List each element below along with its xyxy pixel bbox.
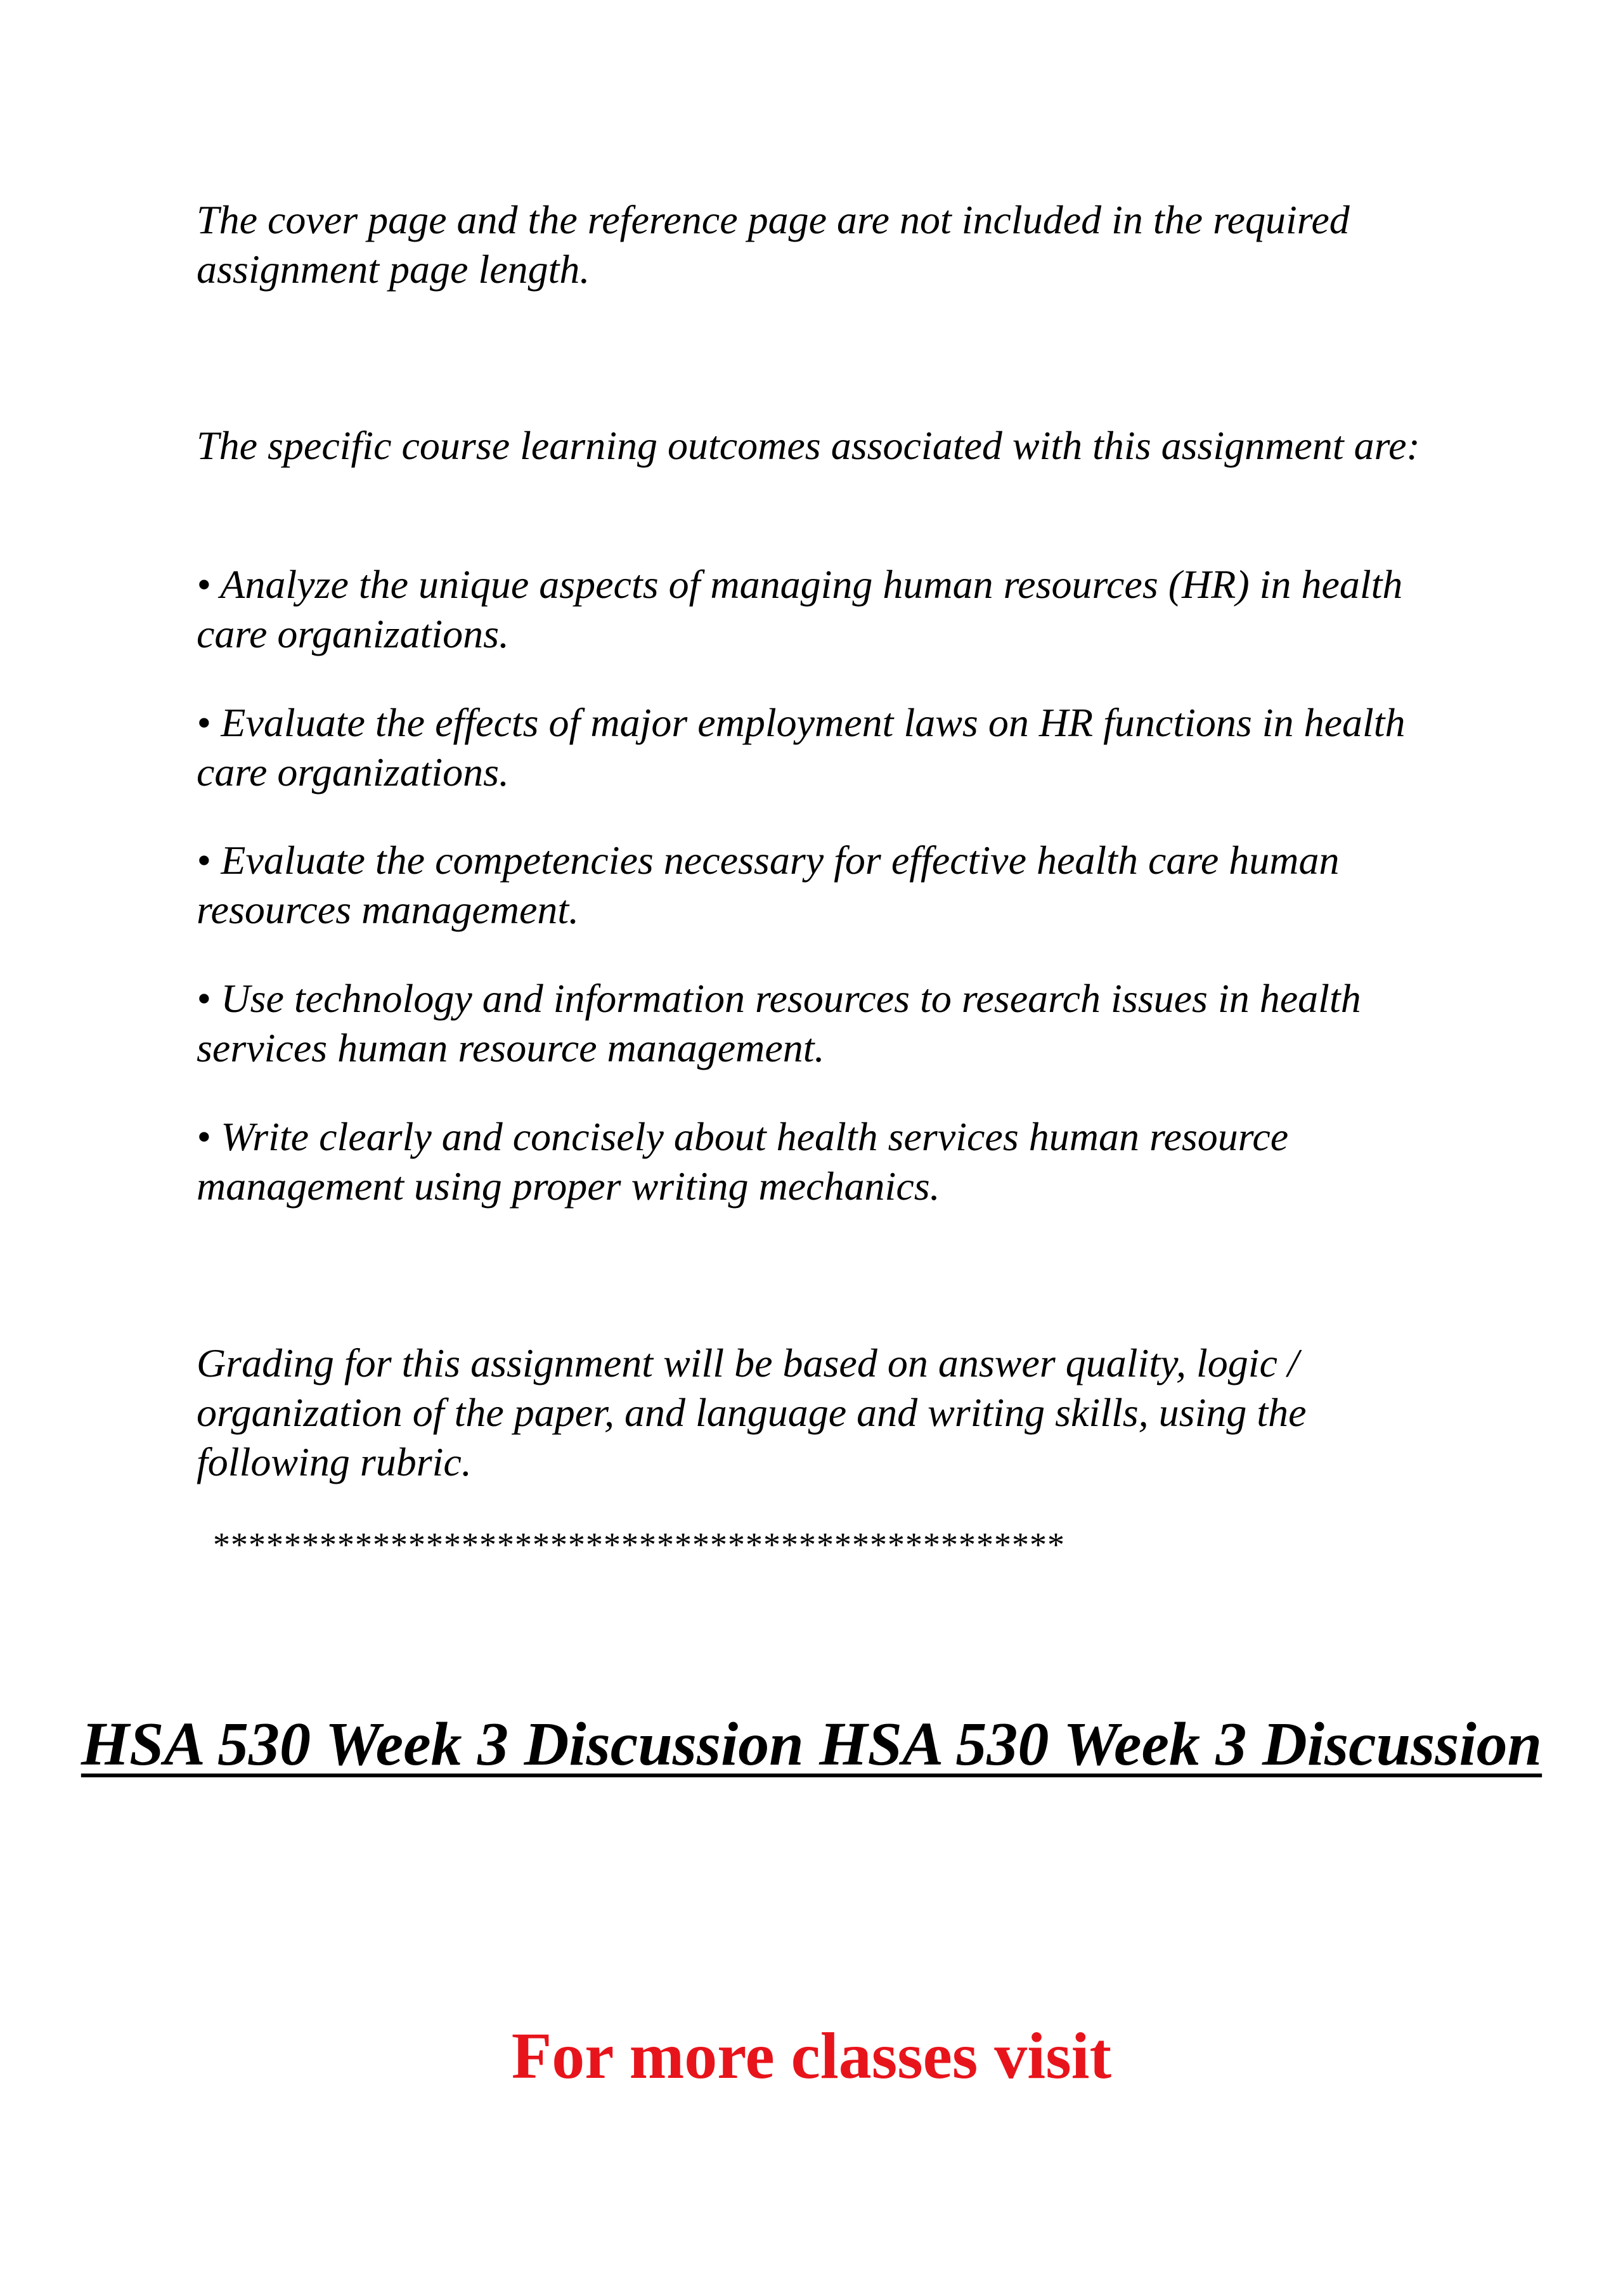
promo-text: For more classes visit	[511, 2020, 1112, 2092]
grading-note: Grading for this assignment will be based on answer quality, logic / organization of the paper, and language and writing skills, using the following rubric.	[197, 1340, 1307, 1484]
discussion-heading-text: HSA 530 Week 3 Discussion HSA 530 Week 3 Discussion	[81, 1710, 1542, 1779]
outcome-item: • Use technology and information resources to research issues in health services human resource management.	[197, 976, 1361, 1070]
outcome-item: • Evaluate the effects of major employment laws on HR functions in health care organizations.	[197, 700, 1406, 795]
outcome-item: • Evaluate the competencies necessary for effective health care human resources management.	[197, 838, 1340, 932]
outcome-item: • Write clearly and concisely about health services human resource management using proper writing mechanics.	[197, 1114, 1289, 1209]
cover-page-note: The cover page and the reference page are not included in the required assignment page length.	[197, 197, 1350, 292]
discussion-heading	[0, 1703, 1623, 1786]
asterisk-separator: ************************************************	[213, 1526, 1065, 1564]
outcomes-intro: The specific course learning outcomes associated with this assignment are:	[197, 423, 1420, 468]
outcome-item: • Analyze the unique aspects of managing human resources (HR) in health care organizations.	[197, 562, 1403, 656]
